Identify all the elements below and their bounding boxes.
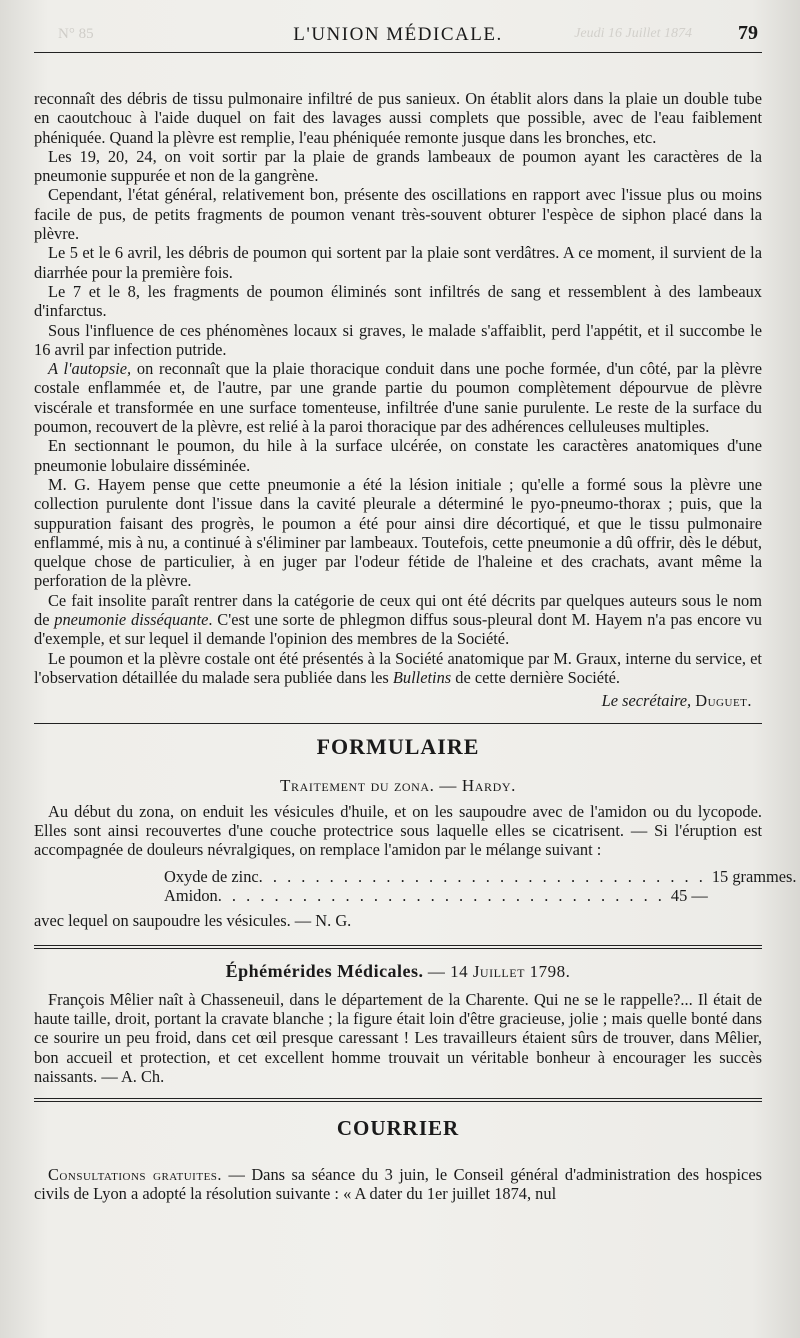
- paragraph: Le 5 et le 6 avril, les débris de poumon qui sortent par la plaie sont verdâtres. A ce moment, il survient de la diarrhée pour la première fois.: [34, 243, 762, 282]
- paragraph: Les 19, 20, 24, on voit sortir par la plaie de grands lambeaux de poumon ayant les caractères de la pneumonie suppurée et non de la gangrène.: [34, 146, 762, 186]
- autopsy-text: on reconnaît que la plaie thoracique conduit dans une poche formée, d'un côté, par la plèvre costale enflammée et, de l'autre, par une grande partie du poumon complètement dépourvue de plèvre viscérale et transformée en une surface tomenteuse, infiltrée d'une sanie purulente. Le reste de la surface du poumon, recouvert de la plèvre, est relié à la paroi thoracique par des adhérences celluleuses multiples.: [34, 359, 762, 437]
- journal-title: L'UNION MÉDICALE.: [293, 24, 503, 45]
- bleed-through-issue-number: N° 85: [58, 26, 94, 42]
- paragraph: reconnaît des débris de tissu pulmonaire infiltré de pus sanieux. On établit alors dans la plaie un double tube en caoutchouc à l'aide duquel on fait des lavages aussi complets que possible, avec de l'eau faiblement phéniquée. Quand la plèvre est remplie, l'eau phéniquée remonte jusque dans les bronches, etc.: [34, 89, 762, 147]
- signature-name: Duguet.: [695, 691, 752, 711]
- leader-dots: . . . . . . . . . . . . . . . . . . . . . . . . . . . . . . . .: [217, 886, 665, 906]
- ephemerides-section: [34, 961, 762, 1086]
- ephemerides-date: — 14 Juillet 1798.: [427, 961, 571, 981]
- ephemerides-text: François Mêlier naît à Chasseneuil, dans le département de la Charente. Qui ne se le rappelle?... Il était de haute taille, droit, portant la cravate blanche ; la figure était loin d'être gracieuse, jolie ; mais quelle bonté dans ce sourire un peu froid, dans cet œil presque caressant ! Les travailleurs étaient sûrs de trouver, dans Mêlier, bon accueil et protection, et cet excellent homme trouvait un véritable bonheur à encourager les succès naissants. — A. Ch.: [34, 989, 762, 1086]
- paragraph: Le 7 et le 8, les fragments de poumon éliminés sont infiltrés de sang et ressemblent à des lambeaux d'infarctus.: [34, 281, 762, 321]
- header-rule: [34, 52, 762, 53]
- formulaire-section: [34, 733, 797, 931]
- recipe-row: [164, 886, 708, 906]
- paragraph: En sectionnant le poumon, du hile à la surface ulcérée, on constate les caractères anatomiques d'une pneumonie lobulaire disséminée.: [34, 436, 762, 475]
- page-number: 79: [738, 22, 758, 44]
- paragraph: Cependant, l'état général, relativement bon, présente des oscillations en rapport avec l'issue plus ou moins facile de pus, de petits fragments de poumon venant très-souvent obturer l'espèce de siphon placé dans la plèvre.: [34, 185, 762, 244]
- ephemerides-title: Éphémérides Médicales. — 14 Juillet 1798.: [225, 960, 571, 981]
- courrier-section: [34, 1116, 762, 1204]
- page-header: [34, 20, 762, 50]
- autopsy-label: A l'autopsie,: [48, 359, 132, 379]
- leader-dots: . . . . . . . . . . . . . . . . . . . . . . . . . . . . . . . .: [258, 867, 706, 887]
- pneumonie-dissequante-term: pneumonie disséquante: [54, 610, 209, 630]
- bleed-through-date: Jeudi 16 Juillet 1874: [574, 26, 692, 41]
- ingredient-qty: 15 grammes.: [711, 867, 797, 887]
- paragraph: M. G. Hayem pense que cette pneumonie a été la lésion initiale ; qu'elle a formé sous la plèvre une collection purulente dont l'issue dans la cavité pleurale a déterminé le pyo-pneumo-thorax ; puis, que la suppuration faisant des progrès, le poumon a été pour ainsi dire décortiqué, et que le tissu pulmonaire enflammé, mis à nu, a continué à s'éliminer par lambeaux. Toutefois, cette pneumonie a dû offrir, dès le début, quelque chose de particulier, à en juger par l'odeur fétide de l'haleine et des crachats, avant même la perforation de la plèvre.: [34, 474, 762, 591]
- paragraph: Sous l'influence de ces phénomènes locaux si graves, le malade s'affaiblit, perd l'appétit, et il succombe le 16 avril par infection putride.: [34, 320, 762, 359]
- insolite-paragraph: Ce fait insolite paraît rentrer dans la catégorie de ceux qui ont été décrits par quelques auteurs sous le nom de pneumonie disséquante. C'est une sorte de phlegmon diffus sous-pleural dont M. Hayem n'a pas encore vu d'exemple, et sur lequel il demande l'opinion des membres de la Société.: [34, 590, 762, 649]
- article-body: [34, 89, 762, 711]
- courrier-text: Consultations gratuites. — Dans sa séance du 3 juin, le Conseil général d'administration des hospices civils de Lyon a adopté la résolution suivante : « A dater du 1er juillet 1874, nul: [34, 1165, 762, 1204]
- bulletins-term: Bulletins: [392, 667, 452, 687]
- section-rule: [34, 723, 762, 724]
- formulaire-intro: Au début du zona, on enduit les vésicules d'huile, et on les saupoudre avec de l'amidon ou du lycopode. Elles sont ainsi recouvertes d'une couche protectrice sous laquelle elles se cicatrisent. — Si l'éruption est accompagnée de douleurs névralgiques, on remplace l'amidon par le mélange suivant :: [34, 801, 762, 860]
- ingredient-name: Amidon: [164, 886, 218, 906]
- section-double-rule: [34, 1098, 762, 1102]
- formulaire-title: FORMULAIRE: [316, 733, 480, 759]
- paragraph: Le poumon et la plèvre costale ont été présentés à la Société anatomique par M. Graux, interne du service, et l'observation détaillée du malade sera publiée dans les Bulletins de cette dernière Société.: [34, 648, 762, 687]
- section-double-rule: [34, 945, 762, 949]
- courrier-title: COURRIER: [336, 1116, 460, 1141]
- signature: Le secrétaire, Duguet.: [601, 691, 752, 711]
- recipe-row: [164, 867, 797, 887]
- formulaire-subtitle: Traitement du zona. — Hardy.: [280, 775, 516, 795]
- recipe-list: [164, 867, 797, 906]
- courrier-lead: Consultations gratuites.: [48, 1165, 222, 1185]
- ingredient-name: Oxyde de zinc: [164, 867, 259, 887]
- autopsy-paragraph: [34, 359, 762, 436]
- formulaire-outro: avec lequel on saupoudre les vésicules. — N. G.: [34, 911, 352, 931]
- ingredient-qty: 45 —: [670, 886, 708, 906]
